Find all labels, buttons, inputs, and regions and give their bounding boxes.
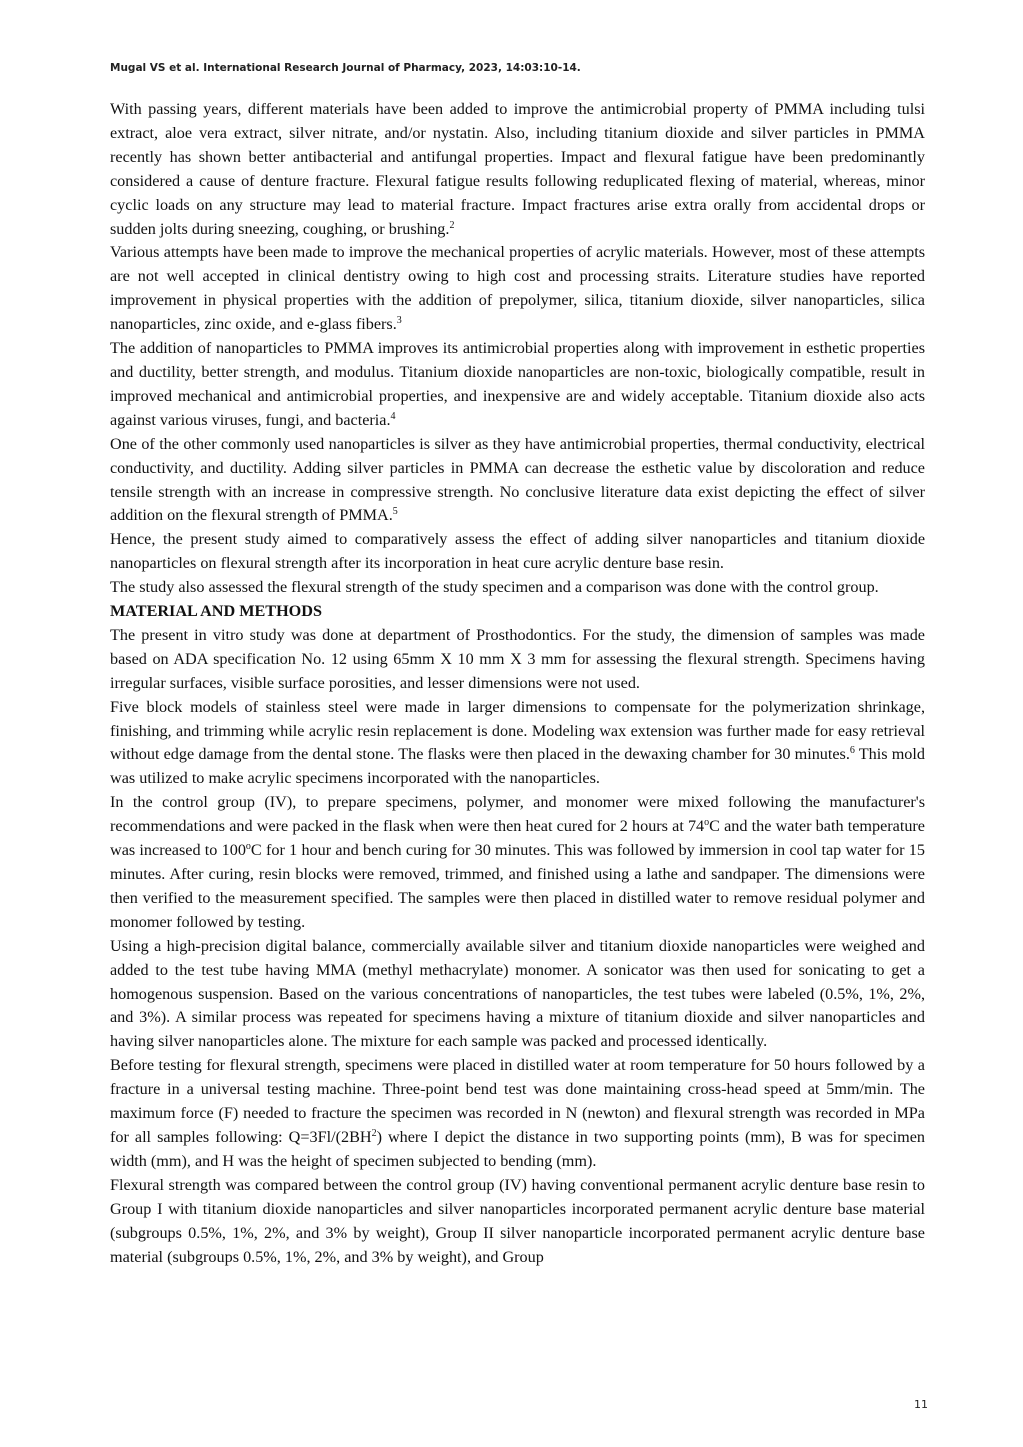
page-number: 11 bbox=[914, 1398, 928, 1411]
intro-paragraph-5: Hence, the present study aimed to comparatively assess the effect of adding silver nanoparticles and titanium dioxide nanoparticles on flexural strength after its incorporation in heat cure acrylic denture base resin. bbox=[110, 530, 925, 573]
methods-paragraph-2: Five block models of stainless steel were made in larger dimensions to compensate for the polymerization shrinkage, finishing, and trimming while acrylic resin replacement is done. Modeling wax extension was further made for easy retrieval without edge damage from the dental stone. The flasks were then placed in the dewaxing chamber for 30 minutes.$^6$ This mold was utilized to make acrylic specimens incorporated with the nanoparticles. bbox=[110, 697, 925, 788]
methods-paragraph-3: In the control group (IV), to prepare specimens, polymer, and monomer were mixed following the manufacturer's recommendations and were packed in the flask when were then heat cured for 2 hours at 74$^o$C and the water bath temperature was increased to 100$^o$C for 1 hour and bench curing for 30 minutes. This was followed by immersion in cool tap water for 15 minutes. After curing, resin blocks were removed, trimmed, and finished using a lathe and sandpaper. The dimensions were then verified to the measurement specified. The samples were then placed in distilled water to remove residual polymer and monomer followed by testing. bbox=[110, 793, 925, 931]
intro-paragraph-3: The addition of nanoparticles to PMMA improves its antimicrobial properties along with improvement in esthetic properties and ductility, better strength, and modulus. Titanium dioxide nanoparticles are non-toxic, biologically compatible, result in improved mechanical and antimicrobial properties, and inexpensive are and widely acceptable. Titanium dioxide also acts against various viruses, fungi, and bacteria.$^4$ bbox=[110, 339, 925, 429]
intro-paragraph-2: Various attempts have been made to improve the mechanical properties of acrylic materials. However, most of these attempts are not well accepted in clinical dentistry owing to high cost and processing straits. Literature studies have reported improvement in physical properties with the addition of prepolymer, silica, titanium dioxide, silver nanoparticles, silica nanoparticles, zinc oxide, and e-glass fibers.$^3$ bbox=[110, 243, 925, 334]
citation-ref: 6 bbox=[849, 745, 855, 757]
methods-paragraph-5: Before testing for flexural strength, specimens were placed in distilled water at room temperature for 50 hours followed by a fracture in a universal testing machine. Three-point bend test was done maintaining cross-head speed at 5mm/min. The maximum force (F) needed to fracture the specimen was recorded in N (newton) and flexural strength was recorded in MPa for all samples following: $Q=3Fl/(2BH^2)$ where I depict the distance in two supporting points (mm), B was for specimen width (mm), and H was the height of specimen subjected to bending (mm). bbox=[110, 1056, 925, 1170]
article-body bbox=[110, 98, 925, 1269]
degree-sign: o bbox=[704, 817, 710, 829]
methods-paragraph-4: Using a high-precision digital balance, commercially available silver and titanium dioxide nanoparticles were weighed and added to the test tube having MMA (methyl methacrylate) monomer. A sonicator was then used for sonicating to get a homogenous suspension. Based on the various concentrations of nanoparticles, the test tubes were labeled (0.5%, 1%, 2%, and 3%). A similar process was repeated for specimens having a mixture of titanium dioxide and silver nanoparticles and having silver nanoparticles alone. The mixture for each sample was packed and processed identically. bbox=[110, 936, 925, 1051]
degree-sign: o bbox=[245, 841, 251, 853]
running-header: Mugal VS et al. International Research Journal of Pharmacy, 2023, 14:03:10-14. bbox=[110, 62, 581, 74]
citation-ref: 3 bbox=[396, 315, 402, 327]
intro-paragraph-4: One of the other commonly used nanoparticles is silver as they have antimicrobial properties, thermal conductivity, electrical conductivity, and ductility. Adding silver particles in PMMA can decrease the esthetic value by discoloration and reduce tensile strength with an increase in compressive strength. No conclusive literature data exist depicting the effect of silver addition on the flexural strength of PMMA.$^5$ bbox=[110, 434, 925, 525]
section-heading: MATERIAL AND METHODS bbox=[110, 602, 322, 621]
intro-paragraph-1: With passing years, different materials have been added to improve the antimicrobial property of PMMA including tulsi extract, aloe vera extract, silver nitrate, and/or nystatin. Also, including titanium dioxide and silver particles in PMMA recently has shown better antibacterial and antifungal properties. Impact and flexural fatigue have been predominantly considered a cause of denture fracture. Flexural fatigue results following reduplicated flexing of material, whereas, minor cyclic loads on any structure may lead to material fracture. Impact fractures arise extra orally from accidental drops or sudden jolts during sneezing, coughing, or brushing.$^2$ bbox=[110, 100, 925, 238]
methods-paragraph-1: The present in vitro study was done at department of Prosthodontics. For the study, the dimension of samples was made based on ADA specification No. 12 using 65mm X 10 mm X 3 mm for assessing the flexural strength. Specimens having irregular surfaces, visible surface porosities, and lesser dimensions were not used. bbox=[110, 625, 925, 692]
methods-paragraph-6: Flexural strength was compared between the control group (IV) having conventional permanent acrylic denture base resin to Group I with titanium dioxide nanoparticles and silver nanoparticles incorporated permanent acrylic denture base material (subgroups 0.5%, 1%, 2%, and 3% by weight), Group II silver nanoparticle incorporated permanent acrylic denture base material (subgroups 0.5%, 1%, 2%, and 3% by weight), and Group bbox=[110, 1175, 925, 1266]
citation-ref: 4 bbox=[390, 410, 396, 422]
exponent: 2 bbox=[371, 1127, 377, 1139]
intro-paragraph-6: The study also assessed the flexural strength of the study specimen and a comparison was done with the control group. bbox=[110, 578, 879, 597]
citation-ref: 5 bbox=[392, 506, 398, 518]
citation-ref: 2 bbox=[449, 219, 455, 231]
